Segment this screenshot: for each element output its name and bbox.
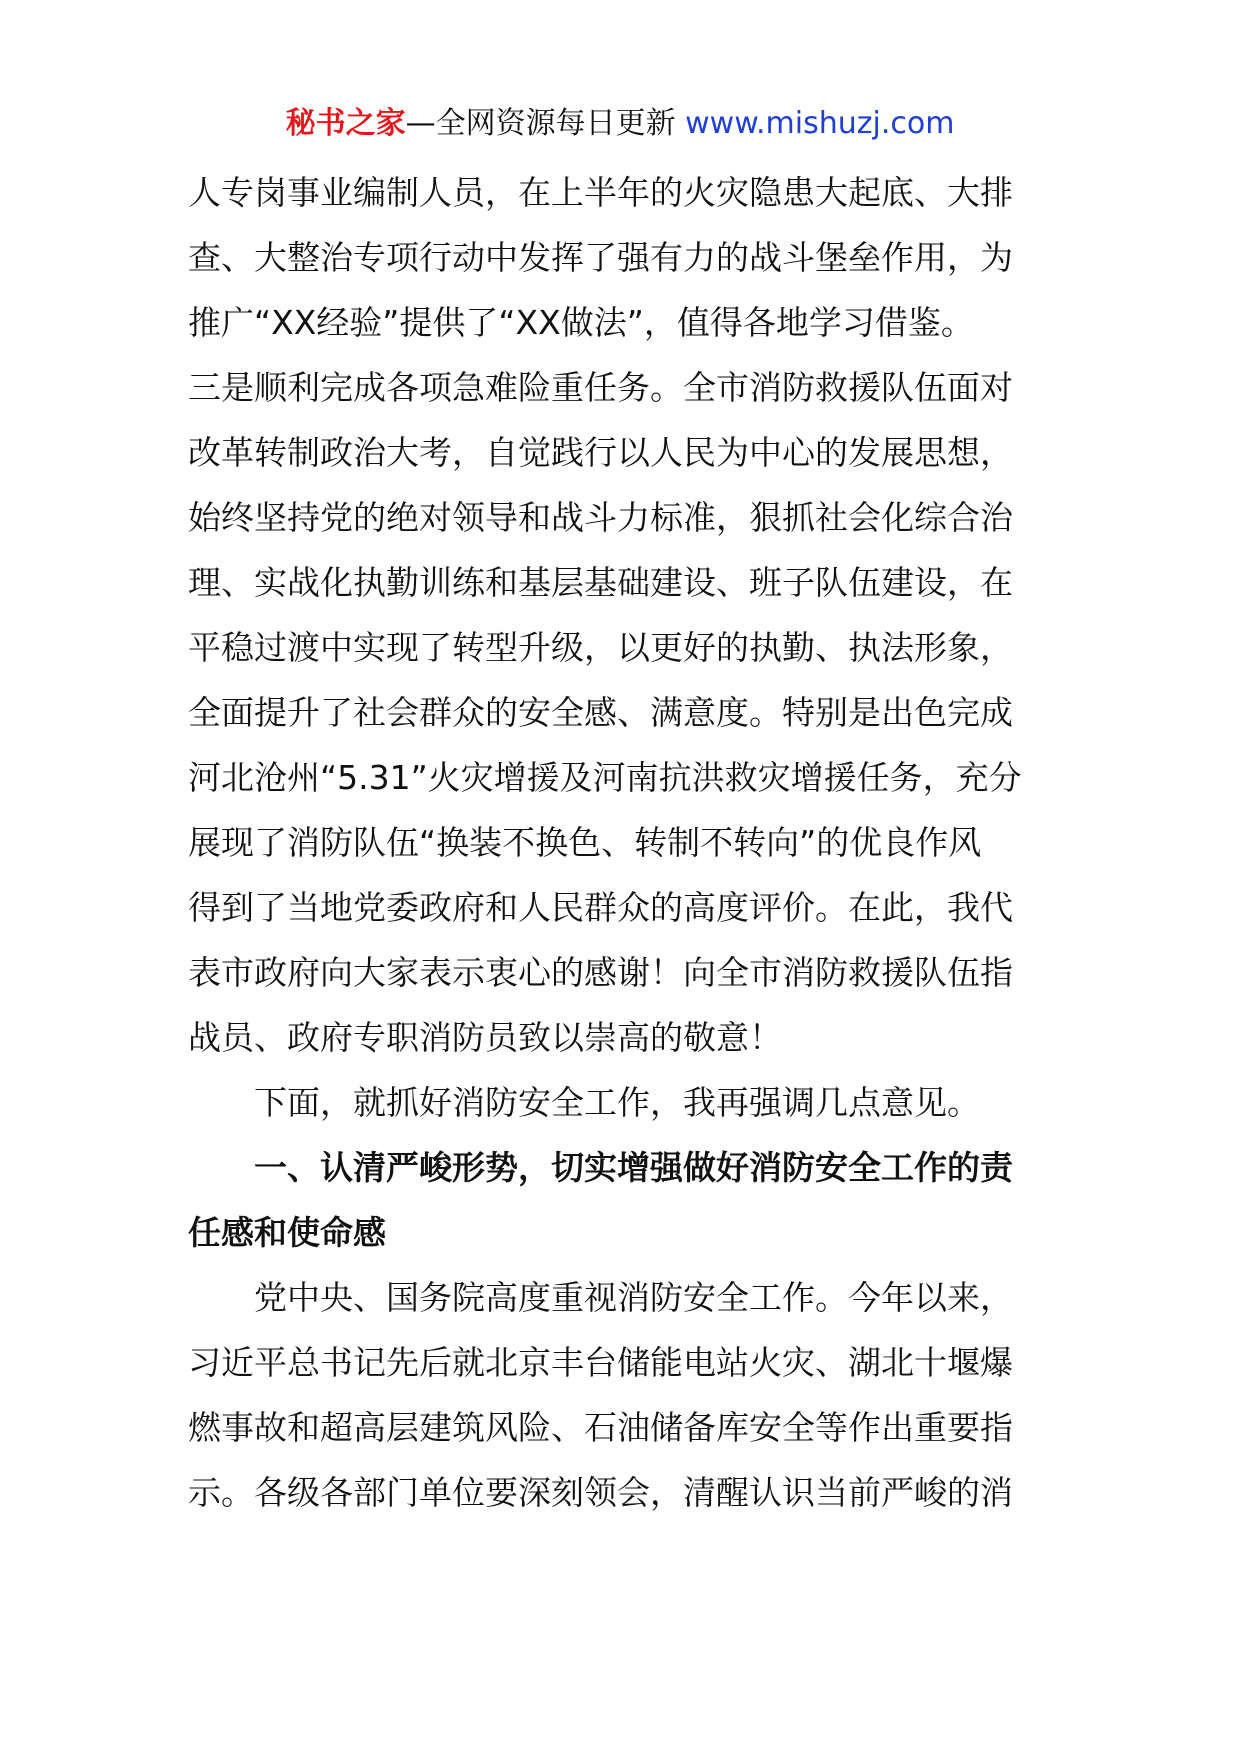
- site-header: [0, 100, 1240, 148]
- text-line: 平稳过渡中实现了转型升级，以更好的执勤、执法形象，: [188, 628, 1013, 667]
- text-line: 展现了消防队伍“换装不换色、转制不转向”的优良作风: [188, 823, 982, 862]
- site-tagline: —全网资源每日更新: [405, 106, 686, 141]
- paragraph-intro: 下面，就抓好消防安全工作，我再强调几点意见。: [254, 1083, 980, 1122]
- paragraph-start: 党中央、国务院高度重视消防安全工作。今年以来，: [254, 1278, 1013, 1317]
- section-heading-continued: 任感和使命感: [188, 1213, 386, 1252]
- text-line: 始终坚持党的绝对领导和战斗力标准，狠抓社会化综合治: [188, 498, 1013, 537]
- site-url-link[interactable]: www.mishuzj.com: [685, 106, 955, 141]
- text-line: 燃事故和超高层建筑风险、石油储备库安全等作出重要指: [188, 1408, 1013, 1447]
- text-line: 战员、政府专职消防员致以崇高的敬意！: [188, 1018, 782, 1057]
- text-line: 河北沧州“5.31”火灾增援及河南抗洪救灾增援任务，充分: [188, 758, 1022, 797]
- text-line: 查、大整治专项行动中发挥了强有力的战斗堡垒作用，为: [188, 238, 1013, 277]
- text-line: 全面提升了社会群众的安全感、满意度。特别是出色完成: [188, 693, 1013, 732]
- text-line: 改革转制政治大考，自觉践行以人民为中心的发展思想，: [188, 433, 1013, 472]
- text-line: 三是顺利完成各项急难险重任务。全市消防救援队伍面对: [188, 368, 1013, 407]
- text-line: 推广“XX经验”提供了“XX做法”，值得各地学习借鉴。: [188, 303, 974, 342]
- site-brand: 秘书之家: [285, 106, 406, 141]
- text-line: 人专岗事业编制人员，在上半年的火灾隐患大起底、大排: [188, 173, 1013, 212]
- text-line: 习近平总书记先后就北京丰台储能电站火灾、湖北十堰爆: [188, 1343, 1013, 1382]
- section-heading: 一、认清严峻形势，切实增强做好消防安全工作的责: [254, 1148, 1013, 1187]
- text-line: 理、实战化执勤训练和基层基础建设、班子队伍建设，在: [188, 563, 1013, 602]
- text-line: 得到了当地党委政府和人民群众的高度评价。在此，我代: [188, 888, 1013, 927]
- document-body: [188, 160, 1068, 1525]
- text-line: 示。各级各部门单位要深刻领会，清醒认识当前严峻的消: [188, 1473, 1013, 1512]
- text-line: 表市政府向大家表示衷心的感谢！向全市消防救援队伍指: [188, 953, 1013, 992]
